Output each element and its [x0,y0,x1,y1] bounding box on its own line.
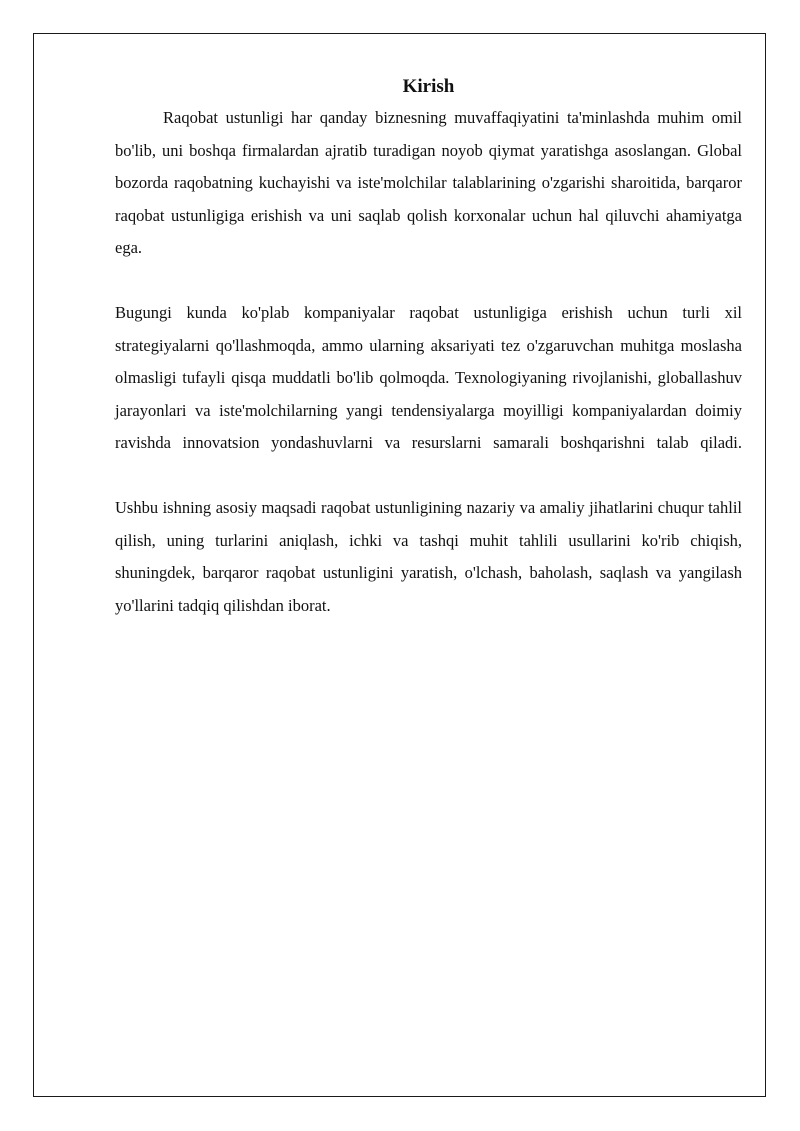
paragraph-spacer [115,460,742,493]
paragraph-2: Bugungi kunda ko'plab kompaniyalar raqobat ustunligiga erishish uchun turli xil strategiyalarni qo'llashmoqda, ammo ularning aksariyati tez o'zgaruvchan muhitga moslasha olmasligi tufayli qisqa muddatli bo'lib qolmoqda. Texnologiyaning rivojlanishi, globallashuv jarayonlari va iste'molchilarning yangi tendensiyalarga moyilligi kompaniyalardan doimiy ravishda innovatsion yondashuvlarni va resurslarni samarali boshqarishni talab qiladi. [115,303,742,452]
paragraph-1: Raqobat ustunligi har qanday biznesning muvaffaqiyatini ta'minlashda muhim omil bo'lib, uni boshqa firmalardan ajratib turadigan noyob qiymat yaratishga asoslangan. Global bozorda raqobatning kuchayishi va iste'molchilar talablarining o'zgarishi sharoitida, barqaror raqobat ustunligiga erishish va uni saqlab qolish korxonalar uchun hal qiluvchi ahamiyatga ega. [115,108,742,257]
document-body [115,72,742,622]
document-title: Kirish [402,76,455,97]
paragraph-spacer [115,265,742,298]
paragraph-3: Ushbu ishning asosiy maqsadi raqobat ustunligining nazariy va amaliy jihatlarini chuqur tahlil qilish, uning turlarini aniqlash, ichki va tashqi muhit tahlili usullarini ko'rib chiqish, shuningdek, barqaror raqobat ustunligini yaratish, o'lchash, baholash, saqlash va yangilash yo'llarini tadqiq qilishdan iborat. [115,498,742,615]
